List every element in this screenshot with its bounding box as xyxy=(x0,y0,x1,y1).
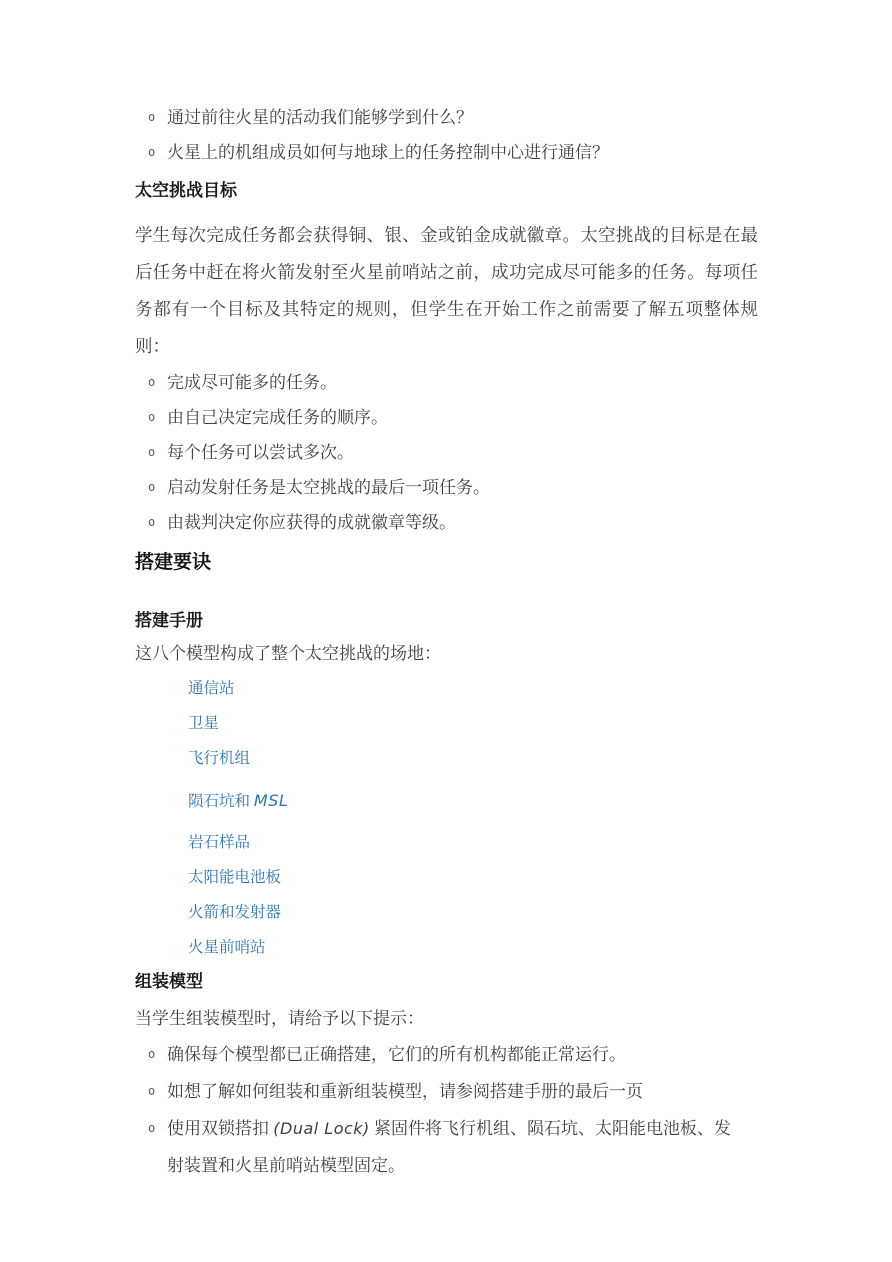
list-item xyxy=(135,860,758,895)
bullet-icon: o xyxy=(148,1084,156,1098)
link-label: 火箭和发射器 xyxy=(188,904,282,921)
list-item xyxy=(135,671,758,706)
list-item xyxy=(135,825,758,860)
bullet-icon: o xyxy=(148,145,156,159)
rule-text: 由裁判决定你应获得的成就徽章等级。 xyxy=(167,513,456,532)
manual-intro: 这八个模型构成了整个太空挑战的场地： xyxy=(135,644,441,663)
goals-heading: 太空挑战目标 xyxy=(135,181,237,200)
link-latin-text: MSL xyxy=(253,791,289,810)
link-label: 太阳能电池板 xyxy=(188,869,282,886)
assemble-heading: 组装模型 xyxy=(135,972,203,991)
assemble-intro: 当学生组装模型时，请给予以下提示： xyxy=(135,1009,424,1028)
model-link[interactable] xyxy=(188,793,288,810)
rule-text: 每个任务可以尝试多次。 xyxy=(167,443,354,462)
link-label: 陨石坑和 xyxy=(188,793,254,810)
list-item xyxy=(135,435,758,470)
list-item xyxy=(135,895,758,930)
rule-text: 完成尽可能多的任务。 xyxy=(167,373,337,392)
list-item xyxy=(135,1110,732,1184)
model-link[interactable] xyxy=(188,939,266,956)
bullet-icon: o xyxy=(148,445,156,459)
rule-text: 启动发射任务是太空挑战的最后一项任务。 xyxy=(167,478,490,497)
tip-text-pre: 使用双锁搭扣 xyxy=(167,1119,274,1138)
manual-heading: 搭建手册 xyxy=(135,611,203,630)
building-tips-heading: 搭建要诀 xyxy=(135,552,212,573)
list-item xyxy=(135,706,758,741)
bullet-icon: o xyxy=(148,515,156,529)
page-content xyxy=(135,100,758,1184)
link-label: 岩石样品 xyxy=(188,834,251,851)
rule-text: 由自己决定完成任务的顺序。 xyxy=(167,408,388,427)
list-item xyxy=(135,365,758,400)
list-item xyxy=(135,135,758,170)
model-link[interactable] xyxy=(188,715,219,732)
tip-latin-text: (Dual Lock) xyxy=(273,1119,370,1138)
model-link[interactable] xyxy=(188,750,250,767)
list-item xyxy=(135,1073,732,1110)
tip-text: 确保每个模型都已正确搭建，它们的所有机构都能正常运行。 xyxy=(167,1045,626,1064)
list-item xyxy=(135,400,758,435)
goals-paragraph: 学生每次完成任务都会获得铜、银、金或铂金成就徽章。太空挑战的目标是在最后任务中赶在将火箭发射至火星前哨站之前，成功完成尽可能多的任务。每项任务都有一个目标及其特定的规则，但学生在开始工作之前需要了解五项整体规则： xyxy=(135,225,758,356)
bullet-icon: o xyxy=(148,480,156,494)
model-link[interactable] xyxy=(188,904,281,921)
bullet-icon: o xyxy=(148,110,156,124)
link-label: 飞行机组 xyxy=(188,750,251,767)
list-item xyxy=(135,1036,732,1073)
question-text: 火星上的机组成员如何与地球上的任务控制中心进行通信？ xyxy=(167,143,609,162)
bullet-icon: o xyxy=(148,1047,156,1061)
tip-text-post: 紧固件将飞行机组、陨石坑、太阳能电池板、发射装置和火星前哨站模型固定。 xyxy=(167,1119,732,1175)
list-item xyxy=(135,741,758,776)
tip-text xyxy=(167,1119,731,1175)
link-label: 卫星 xyxy=(188,715,220,732)
list-item xyxy=(135,100,758,135)
intro-questions-list xyxy=(135,100,758,170)
model-link[interactable] xyxy=(188,834,250,851)
question-text: 通过前往火星的活动我们能够学到什么？ xyxy=(167,108,473,127)
tip-text: 如想了解如何组装和重新组装模型，请参阅搭建手册的最后一页 xyxy=(167,1082,643,1101)
link-label: 通信站 xyxy=(188,680,235,697)
bullet-icon: o xyxy=(148,1121,156,1135)
list-item xyxy=(135,470,758,505)
rules-list xyxy=(135,365,758,540)
bullet-icon: o xyxy=(148,410,156,424)
bullet-icon: o xyxy=(148,375,156,389)
list-item xyxy=(135,505,758,540)
assemble-tips-list xyxy=(135,1036,732,1184)
model-link[interactable] xyxy=(188,869,281,886)
model-link[interactable] xyxy=(188,680,235,697)
model-links-list xyxy=(135,671,758,965)
link-label: 火星前哨站 xyxy=(188,939,266,956)
list-item xyxy=(135,930,758,965)
list-item xyxy=(135,783,758,819)
